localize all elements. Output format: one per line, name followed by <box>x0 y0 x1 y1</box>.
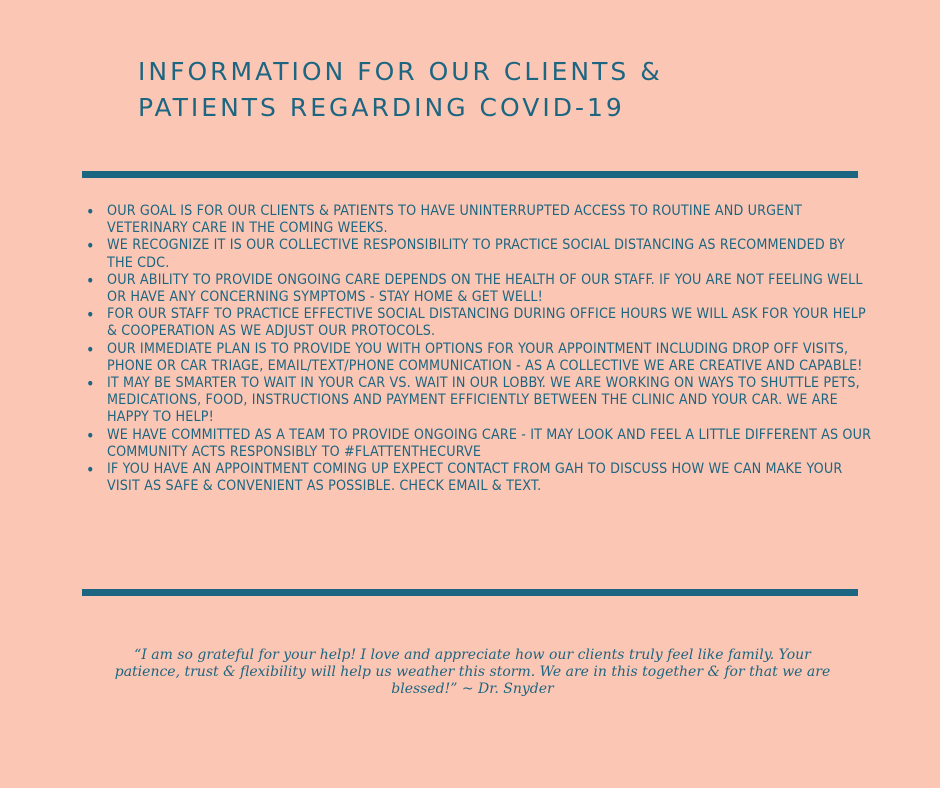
list-item: • FOR OUR STAFF TO PRACTICE EFFECTIVE SOCIAL DISTANCING DURING OFFICE HOURS WE WILL ASK FOR YOUR HELP & COOPERATION AS WE ADJUST OUR PROTOCOLS. <box>82 306 872 340</box>
bullet-list <box>82 203 872 495</box>
title-line-2: PATIENTS REGARDING COVID-19 <box>138 93 625 122</box>
list-item: • WE HAVE COMMITTED AS A TEAM TO PROVIDE ONGOING CARE - IT MAY LOOK AND FEEL A LITTLE DIFFERENT AS OUR COMMUNITY ACTS RESPONSIBLY TO #FLATTENTHECURVE <box>82 427 872 461</box>
bottom-divider <box>82 589 858 596</box>
list-item: • IT MAY BE SMARTER TO WAIT IN YOUR CAR VS. WAIT IN OUR LOBBY. WE ARE WORKING ON WAYS TO SHUTTLE PETS, MEDICATIONS, FOOD, INSTRUCTIONS AND PAYMENT EFFICIENTLY BETWEEN THE CLINIC AND YOUR CAR. WE ARE HAPPY TO HELP! <box>82 375 872 427</box>
list-item: • OUR ABILITY TO PROVIDE ONGOING CARE DEPENDS ON THE HEALTH OF OUR STAFF. IF YOU ARE NOT FEELING WELL OR HAVE ANY CONCERNING SYMPTOMS - STAY HOME & GET WELL! <box>82 272 872 306</box>
top-divider <box>82 171 858 178</box>
list-item: • WE RECOGNIZE IT IS OUR COLLECTIVE RESPONSIBILITY TO PRACTICE SOCIAL DISTANCING AS RECOMMENDED BY THE CDC. <box>82 237 872 271</box>
list-item: • IF YOU HAVE AN APPOINTMENT COMING UP EXPECT CONTACT FROM GAH TO DISCUSS HOW WE CAN MAKE YOUR VISIT AS SAFE & CONVENIENT AS POSSIBLE. CHECK EMAIL & TEXT. <box>82 461 872 495</box>
page-title <box>138 54 858 126</box>
list-item: • OUR IMMEDIATE PLAN IS TO PROVIDE YOU WITH OPTIONS FOR YOUR APPOINTMENT INCLUDING DROP OFF VISITS, PHONE OR CAR TRIAGE, EMAIL/TEXT/PHONE COMMUNICATION - AS A COLLECTIVE WE ARE CREATIVE AND CAPABLE! <box>82 341 872 375</box>
doctor-quote: “I am so grateful for your help! I love and appreciate how our clients truly feel like family. Your patience, trust & flexibility will help us weather this storm. We are in this together & for that we are blessed!” ~ Dr. Snyder <box>114 647 831 697</box>
title-line-1: INFORMATION FOR OUR CLIENTS & <box>138 57 663 86</box>
list-item: • OUR GOAL IS FOR OUR CLIENTS & PATIENTS TO HAVE UNINTERRUPTED ACCESS TO ROUTINE AND URGENT VETERINARY CARE IN THE COMING WEEKS. <box>82 203 872 237</box>
